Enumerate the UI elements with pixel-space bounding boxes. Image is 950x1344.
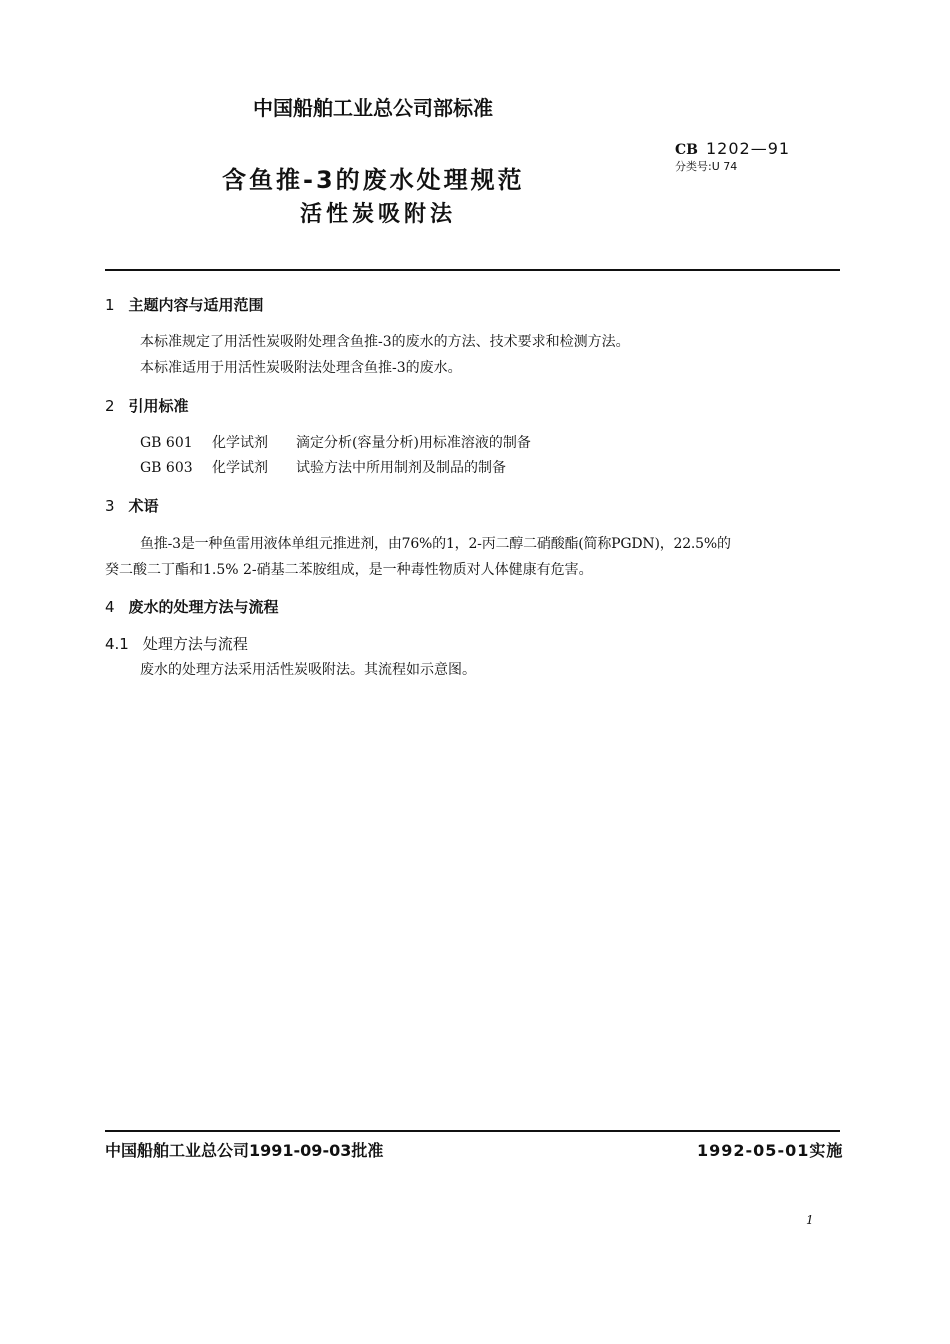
reference-category: 化学试剂: [212, 435, 268, 451]
standard-code: [675, 139, 790, 158]
section-1-heading: [105, 294, 264, 315]
section-4-heading: [105, 596, 279, 617]
reference-row: [140, 432, 531, 452]
standard-code-prefix: CB: [675, 142, 698, 158]
section-3-title: 术语: [128, 497, 159, 515]
document-title: 含鱼推-3的废水处理规范: [222, 166, 525, 194]
header-divider: [105, 269, 840, 271]
classification-number: 分类号:U 74: [675, 160, 738, 173]
section-4-title: 废水的处理方法与流程: [128, 598, 279, 616]
section-1-number: 1: [105, 296, 115, 314]
subsection-4-1-title: 处理方法与流程: [142, 635, 248, 653]
reference-code: GB 603: [140, 460, 193, 476]
document-subtitle: 活性炭吸附法: [300, 202, 457, 227]
standard-code-number: 1202—91: [705, 139, 791, 158]
approval-statement: 中国船舶工业总公司1991-09-03批准: [105, 1141, 384, 1160]
issuing-organization: 中国船舶工业总公司部标准: [253, 96, 493, 120]
section-1-title: 主题内容与适用范围: [128, 296, 264, 314]
section-3-line-2: 癸二酸二丁酯和1.5% 2-硝基二苯胺组成，是一种毒性物质对人体健康有危害。: [105, 562, 593, 578]
reference-title: 滴定分析(容量分析)用标准溶液的制备: [296, 435, 531, 451]
section-1-paragraph-2: 本标准适用于用活性炭吸附法处理含鱼推-3的废水。: [140, 360, 462, 376]
subsection-4-1-number: 4.1: [105, 635, 129, 653]
section-3-heading: [105, 495, 159, 516]
footer-divider: [105, 1130, 840, 1132]
section-2-heading: [105, 395, 189, 416]
reference-title: 试验方法中所用制剂及制品的制备: [296, 460, 506, 476]
section-2-title: 引用标准: [128, 397, 189, 415]
implementation-date: 1992-05-01实施: [697, 1141, 844, 1160]
section-2-number: 2: [105, 397, 115, 415]
section-3-line-1: 鱼推-3是一种鱼雷用液体单组元推进剂，由76%的1，2-丙二醇二硝酸酯(简称PGDN)，22.5%的: [140, 536, 731, 552]
section-4-number: 4: [105, 598, 115, 616]
section-3-number: 3: [105, 497, 115, 515]
reference-row: [140, 457, 506, 477]
reference-category: 化学试剂: [212, 460, 268, 476]
page-number: 1: [806, 1213, 814, 1227]
subsection-4-1-heading: [105, 633, 248, 654]
subsection-4-1-paragraph: 废水的处理方法采用活性炭吸附法。其流程如示意图。: [140, 662, 476, 678]
section-1-paragraph-1: 本标准规定了用活性炭吸附处理含鱼推-3的废水的方法、技术要求和检测方法。: [140, 334, 630, 350]
reference-code: GB 601: [140, 435, 193, 451]
